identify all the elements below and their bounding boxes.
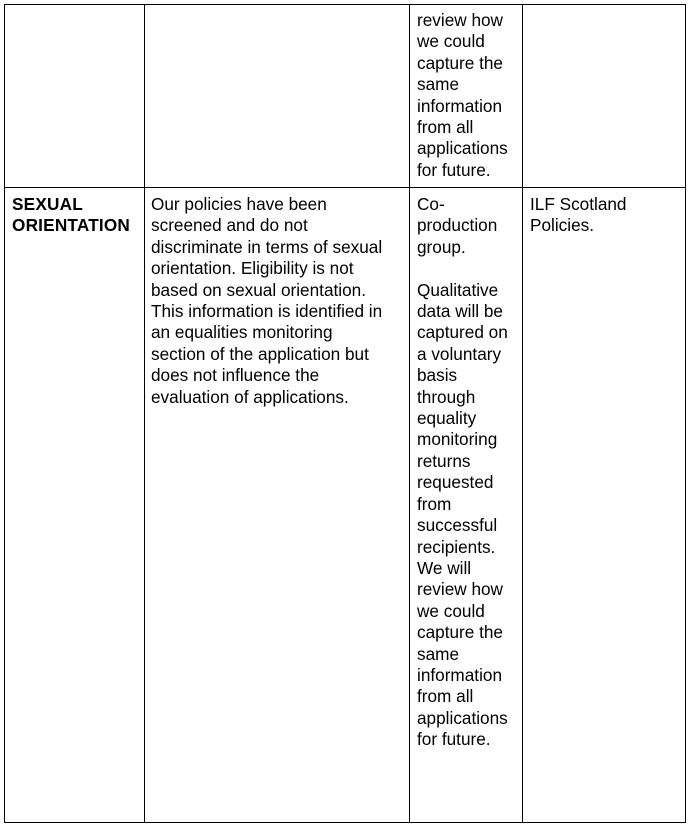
row1-evidence-cell: review how we could capture the same information from all applications for future. — [417, 10, 508, 180]
table-border-bottom — [4, 822, 686, 823]
table-border-top — [4, 4, 686, 5]
row2-description-cell: Our policies have been screened and do not discriminate in terms of sexual orientation. Eligibility is not based on sexual orientation. This information is identified in an equalities monitoring section of the application but does not influence the evaluation of applications. — [151, 194, 383, 407]
row2-category-label: SEXUAL ORIENTATION — [12, 194, 131, 236]
table-border-left — [4, 4, 5, 823]
row2-sources-cell: ILF Scotland Policies. — [530, 194, 627, 236]
row2-evidence-cell: Co- production group. Qualitative data will be captured on a voluntary basis through equality monitoring returns requested from successful recipients. We will review how we could capture the same information from all applications for future. — [417, 194, 508, 750]
row-divider — [4, 187, 686, 188]
column-divider-3 — [522, 4, 523, 823]
table-border-right — [685, 4, 686, 823]
column-divider-1 — [144, 4, 145, 823]
column-divider-2 — [409, 4, 410, 823]
